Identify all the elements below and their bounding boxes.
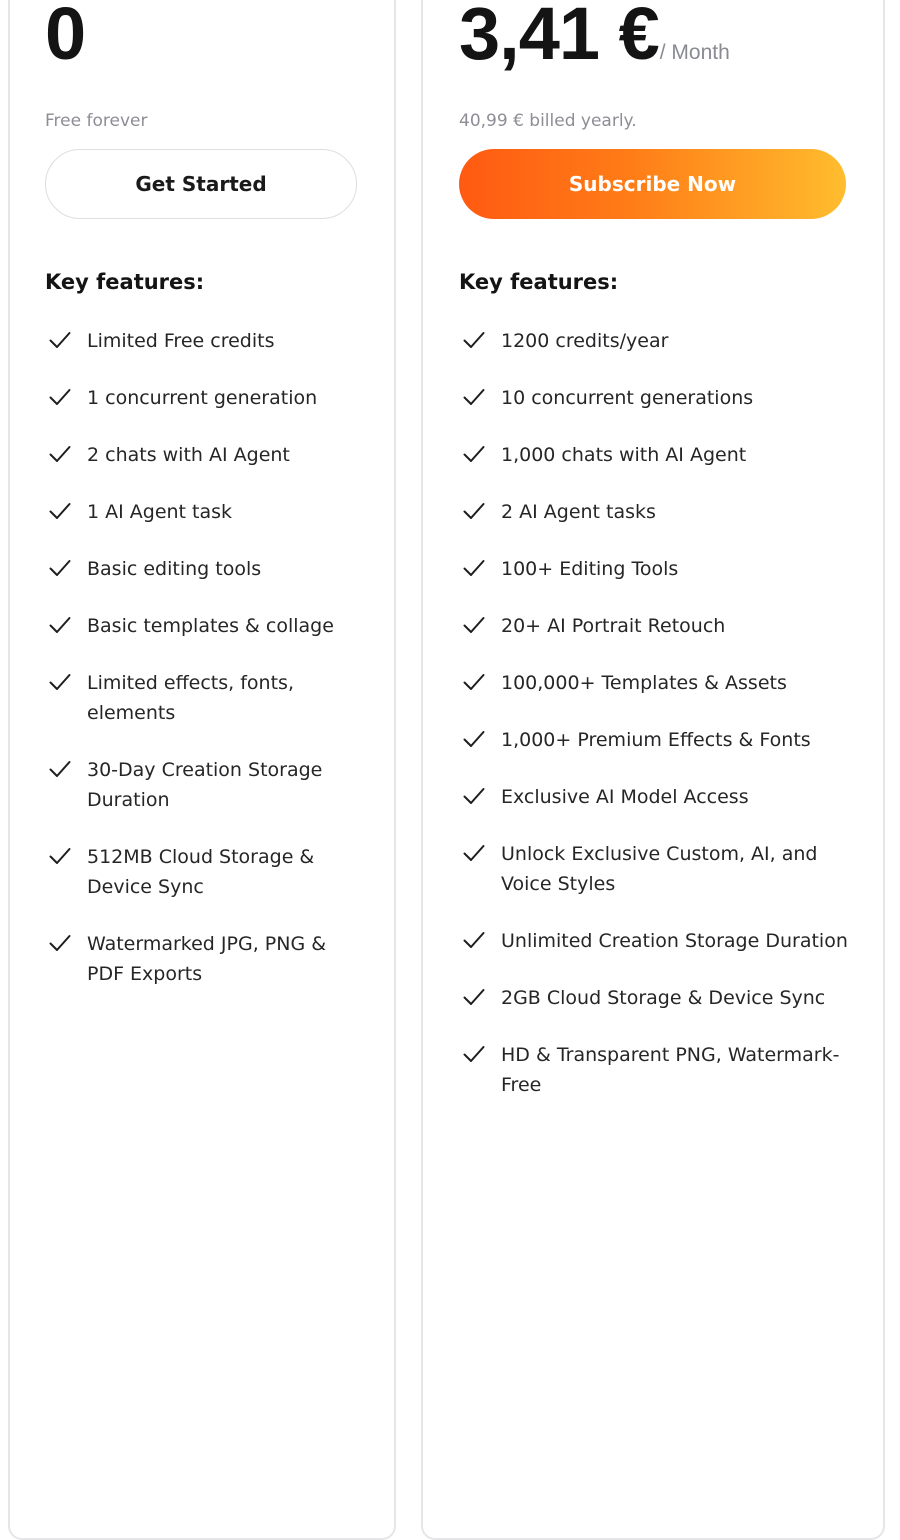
feature-text: Basic templates & collage xyxy=(87,615,334,637)
feature-text: Unlimited Creation Storage Duration xyxy=(501,930,848,952)
feature-text: 10 concurrent generations xyxy=(501,387,754,409)
feature-text: Limited Free credits xyxy=(87,330,275,352)
pro-plan-feature-list xyxy=(462,326,862,1127)
pro-plan-period: / Month xyxy=(659,41,730,64)
free-plan-note: Free forever xyxy=(45,111,148,131)
feature-item xyxy=(462,326,862,356)
check-icon xyxy=(462,784,486,808)
check-icon xyxy=(462,499,486,523)
feature-text: 30-Day Creation Storage Duration xyxy=(87,759,323,811)
feature-item xyxy=(48,668,368,728)
free-plan-features-title: Key features: xyxy=(45,270,205,294)
check-icon xyxy=(48,328,72,352)
subscribe-now-button[interactable]: Subscribe Now xyxy=(459,149,846,219)
feature-text: Watermarked JPG, PNG & PDF Exports xyxy=(87,933,327,985)
check-icon xyxy=(462,442,486,466)
feature-text: Exclusive AI Model Access xyxy=(501,786,749,808)
free-plan-feature-list xyxy=(48,326,368,1016)
feature-item xyxy=(48,554,368,584)
pro-plan-billing-note: 40,99 € billed yearly. xyxy=(459,111,637,131)
check-icon xyxy=(462,328,486,352)
free-plan-price: 0 xyxy=(45,0,86,75)
feature-item xyxy=(462,383,862,413)
check-icon xyxy=(462,841,486,865)
check-icon xyxy=(462,385,486,409)
check-icon xyxy=(48,670,72,694)
check-icon xyxy=(48,442,72,466)
check-icon xyxy=(48,757,72,781)
check-icon xyxy=(462,985,486,1009)
check-icon xyxy=(462,613,486,637)
feature-item xyxy=(48,326,368,356)
check-icon xyxy=(48,844,72,868)
feature-text: 100+ Editing Tools xyxy=(501,558,679,580)
check-icon xyxy=(48,556,72,580)
feature-item xyxy=(462,440,862,470)
feature-text: 2 AI Agent tasks xyxy=(501,501,656,523)
pro-plan-features-title: Key features: xyxy=(459,270,619,294)
feature-item xyxy=(48,497,368,527)
feature-item xyxy=(462,839,862,899)
feature-text: 20+ AI Portrait Retouch xyxy=(501,615,726,637)
feature-text: 512MB Cloud Storage & Device Sync xyxy=(87,846,315,898)
feature-item xyxy=(462,554,862,584)
check-icon xyxy=(462,556,486,580)
feature-item xyxy=(48,611,368,641)
feature-item xyxy=(48,755,368,815)
feature-text: 1,000+ Premium Effects & Fonts xyxy=(501,729,811,751)
feature-item xyxy=(462,668,862,698)
feature-text: HD & Transparent PNG, Watermark-Free xyxy=(501,1044,840,1096)
feature-item xyxy=(462,782,862,812)
pro-plan-price: 3,41 € xyxy=(459,0,659,75)
feature-text: 1 concurrent generation xyxy=(87,387,318,409)
feature-item xyxy=(462,725,862,755)
feature-text: 100,000+ Templates & Assets xyxy=(501,672,787,694)
check-icon xyxy=(48,613,72,637)
get-started-button[interactable]: Get Started xyxy=(45,149,357,219)
feature-item xyxy=(462,926,862,956)
feature-text: 1 AI Agent task xyxy=(87,501,233,523)
feature-item xyxy=(48,440,368,470)
check-icon xyxy=(462,670,486,694)
feature-text: Basic editing tools xyxy=(87,558,262,580)
pro-plan-price-line xyxy=(459,0,730,103)
feature-item xyxy=(48,383,368,413)
feature-text: 2 chats with AI Agent xyxy=(87,444,290,466)
check-icon xyxy=(48,931,72,955)
check-icon xyxy=(48,499,72,523)
feature-item xyxy=(462,1040,862,1100)
feature-item xyxy=(48,842,368,902)
feature-item xyxy=(462,611,862,641)
feature-text: 1,000 chats with AI Agent xyxy=(501,444,747,466)
check-icon xyxy=(462,928,486,952)
check-icon xyxy=(462,1042,486,1066)
feature-item xyxy=(48,929,368,989)
feature-text: 2GB Cloud Storage & Device Sync xyxy=(501,987,826,1009)
feature-text: Limited effects, fonts, elements xyxy=(87,672,294,724)
check-icon xyxy=(48,385,72,409)
feature-text: 1200 credits/year xyxy=(501,330,669,352)
feature-text: Unlock Exclusive Custom, AI, and Voice Styles xyxy=(501,843,818,895)
feature-item xyxy=(462,497,862,527)
feature-item xyxy=(462,983,862,1013)
check-icon xyxy=(462,727,486,751)
